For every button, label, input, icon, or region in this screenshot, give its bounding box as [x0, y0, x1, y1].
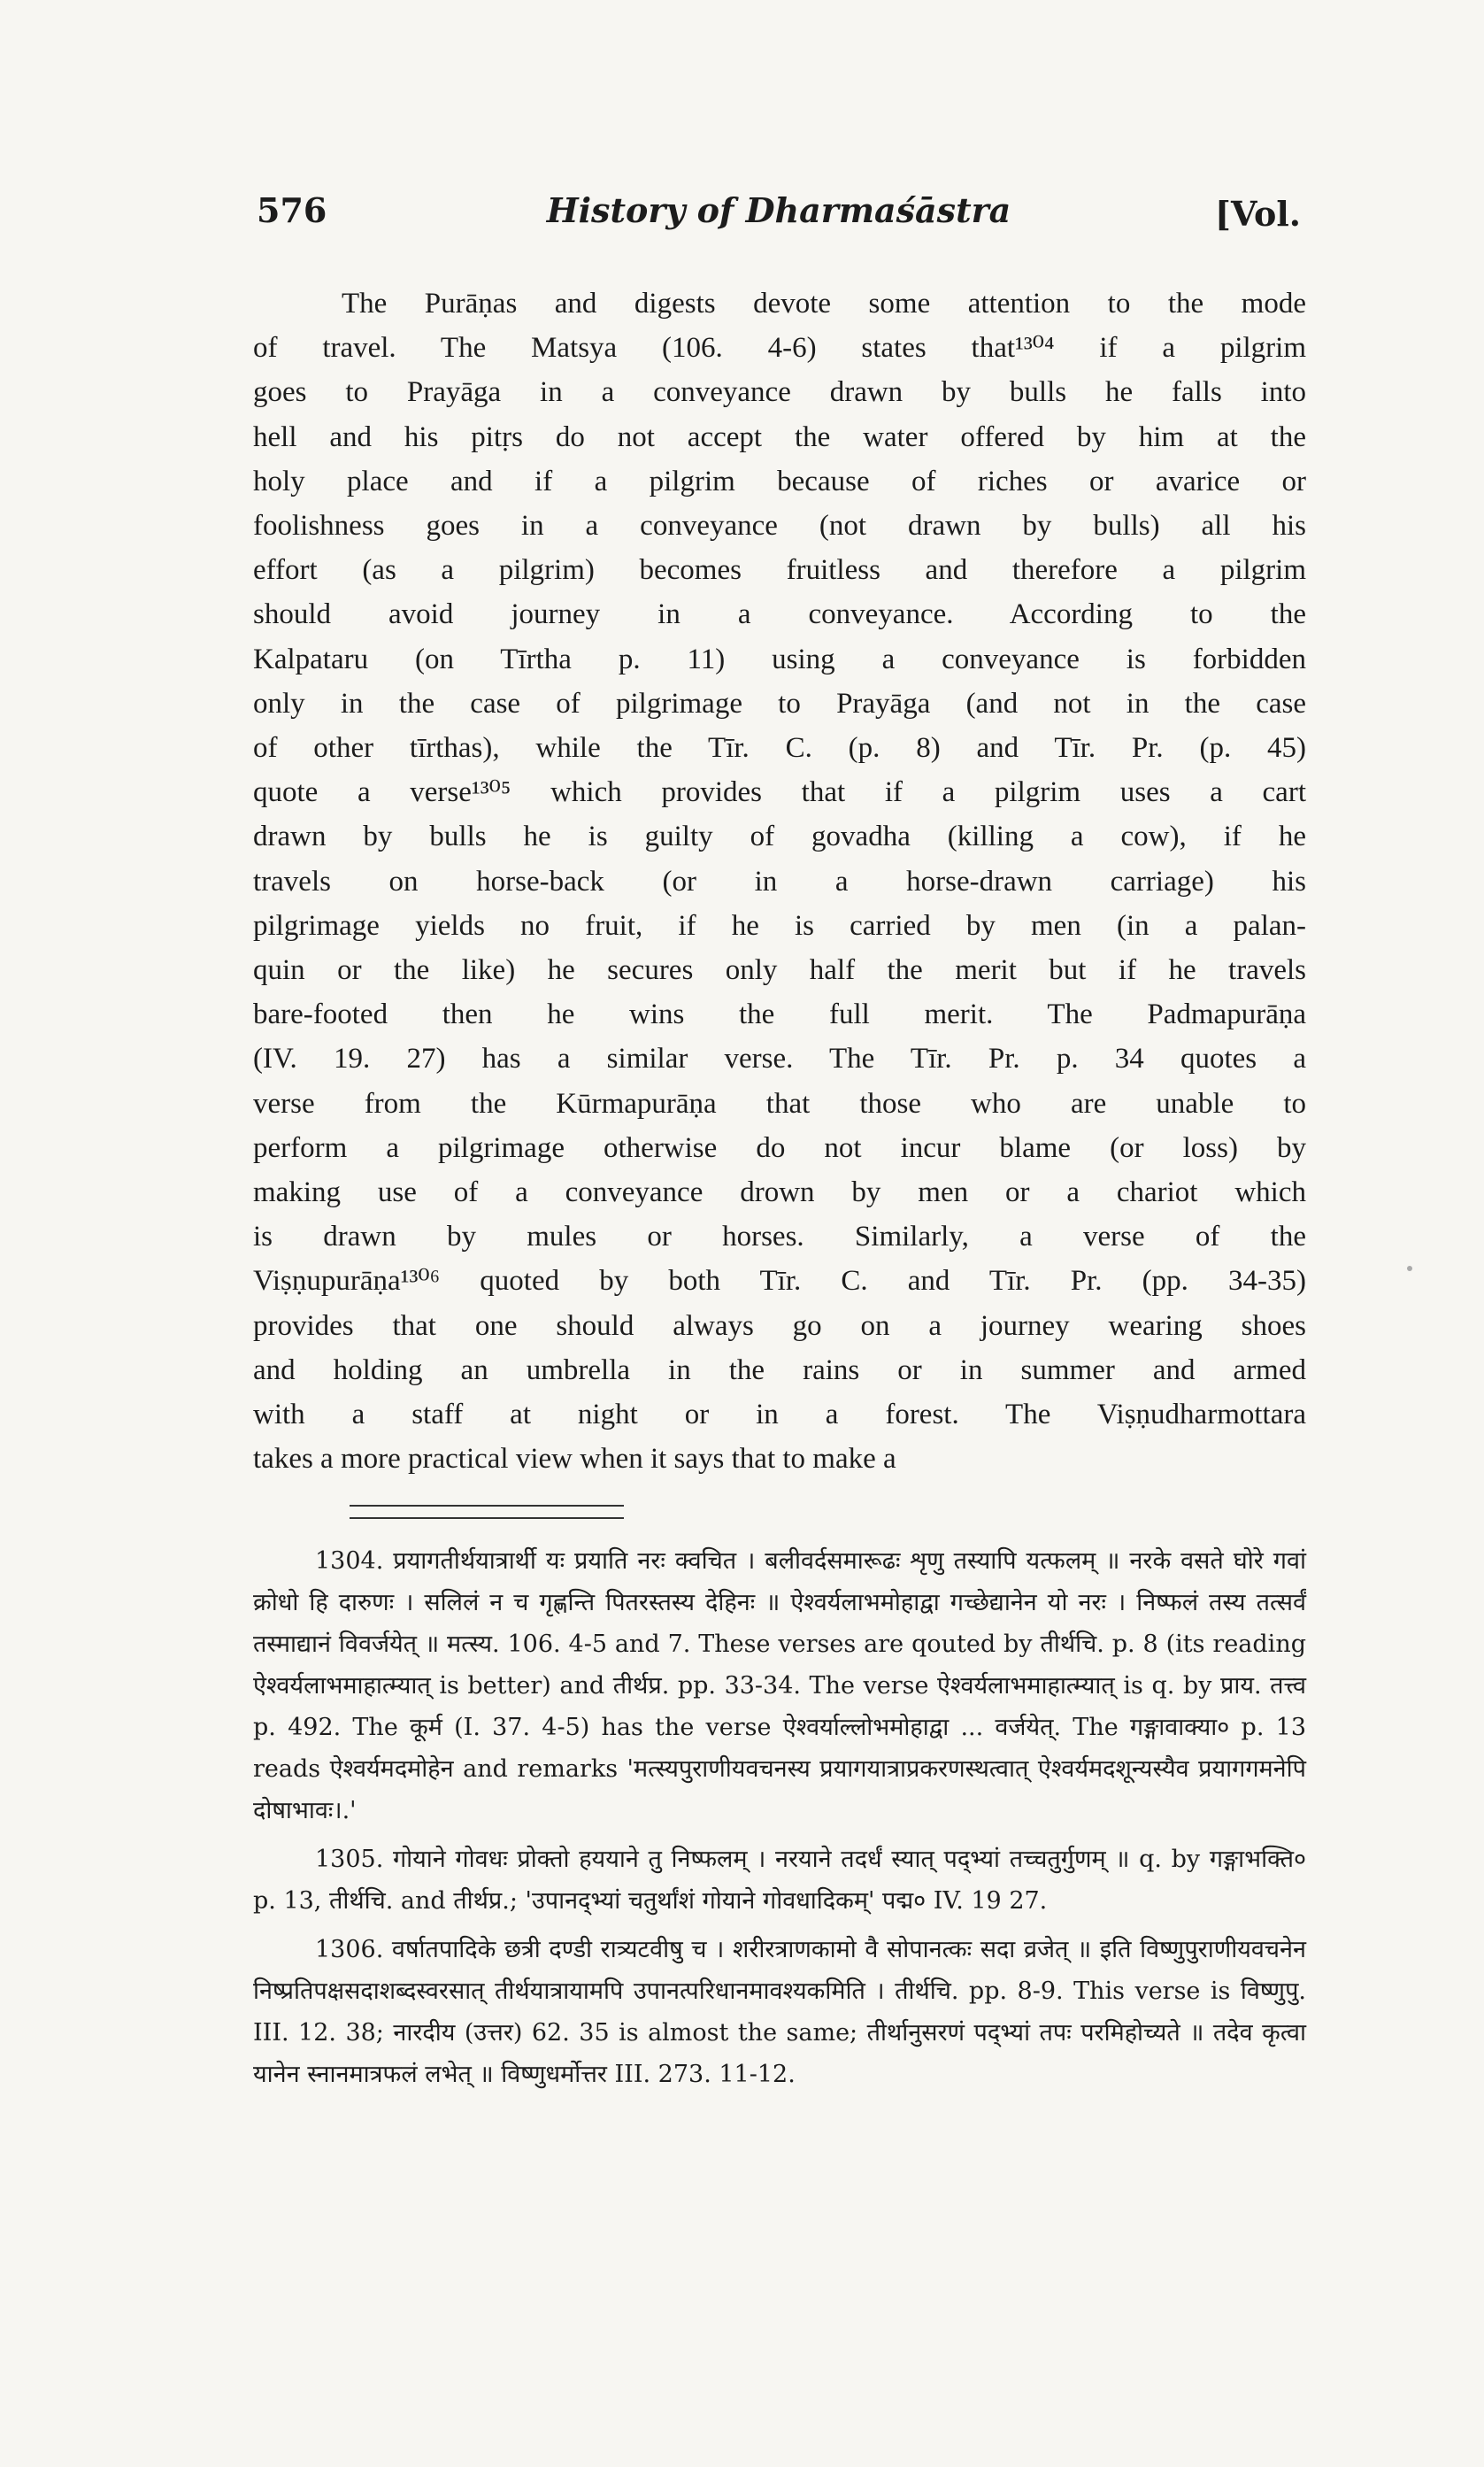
text-line: hell and his pitṛs do not accept the water offered by him at the	[253, 420, 1306, 453]
text-line: effort (as a pilgrim) becomes fruitless and therefore a pilgrim	[253, 554, 1306, 587]
footnote-1306: 1306. वर्षातपादिके छत्री दण्डी रात्र्यटवीषु च । शरीरत्राणकामो वै सोपानत्कः सदा व्रजेत् ॥ इति विष्णुपुराणीयवचनेन निष्प्रतिपक्षसदाशब्दस्वरसात् तीर्थयात्रायामपि उपानत्परिधानमावश्यकमिति । तीर्थचि. pp. 8-9. This verse is विष्णुपु. III. 12. 38; नारदीय (उत्तर) 62. 35 is almost the same; तीर्थानुसरणं पद्भ्यां तपः परमिहोच्यते ॥ तदेव कृत्वा यानेन स्नानमात्रफलं लभेत् ॥ विष्णुधर्मोत्तर III. 273. 11-12.	[253, 1936, 1306, 2088]
text-line: takes a more practical view when it says that to make a	[253, 1443, 896, 1476]
footnote-separator	[350, 1505, 624, 1519]
text-line: making use of a conveyance drown by men or a chariot which	[253, 1176, 1306, 1209]
text-line: should avoid journey in a conveyance. According to the	[253, 598, 1306, 631]
text-line: pilgrimage yields no fruit, if he is carried by men (in a palan-	[253, 909, 1306, 942]
text-line: provides that one should always go on a journey wearing shoes	[253, 1309, 1306, 1342]
text-line: perform a pilgrimage otherwise do not incur blame (or loss) by	[253, 1131, 1306, 1164]
page-number: 576	[257, 190, 327, 230]
margin-speck	[1407, 1266, 1412, 1271]
text-line: quin or the like) he secures only half the merit but if he travels	[253, 954, 1306, 987]
text-line: foolishness goes in a conveyance (not drawn by bulls) all his	[253, 510, 1306, 543]
text-line: is drawn by mules or horses. Similarly, a verse of the	[253, 1221, 1306, 1253]
footnote-1304: 1304. प्रयागतीर्थयात्रार्थी यः प्रयाति नरः क्वचित । बलीवर्दसमारूढः शृणु तस्यापि यत्फलम् ॥ नरके वसते घोरे गवां क्रोधो हि दारुणः । सलिलं न च गृह्णन्ति पितरस्तस्य देहिनः ॥ ऐश्वर्यलाभमोहाद्वा गच्छेद्यानेन यो नरः । निष्फलं तस्य तत्सर्वं तस्माद्यानं विवर्जयेत् ॥ मत्स्य. 106. 4-5 and 7. These verses are qouted by तीर्थचि. p. 8 (its reading ऐश्वर्यलाभमाहात्म्यात् is better) and तीर्थप्र. pp. 33-34. The verse ऐश्वर्यलाभमाहात्म्यात् is q. by प्राय. तत्त्व p. 492. The कूर्म (I. 37. 4-5) has the verse ऐश्वर्याल्लोभमोहाद्वा ... वर्जयेत्. The गङ्गावाक्या० p. 13 reads ऐश्वर्यमदमोहेन and remarks 'मत्स्यपुराणीयवचनस्य प्रयागयात्राप्रकरणस्थत्वात् ऐश्वर्यमदशून्यस्यैव प्रयागगमनेपि दोषाभावः।.'	[253, 1547, 1306, 1824]
text-line: with a staff at night or in a forest. The Viṣṇudharmottara	[253, 1399, 1306, 1431]
text-line: holy place and if a pilgrim because of riches or avarice or	[253, 465, 1306, 497]
text-line: only in the case of pilgrimage to Prayāga (and not in the case	[253, 687, 1306, 720]
text-line: of travel. The Matsya (106. 4-6) states that¹³⁰⁴ if a pilgrim	[253, 332, 1306, 365]
text-line: verse from the Kūrmapurāṇa that those who are unable to	[253, 1087, 1306, 1120]
footnotes	[253, 1540, 1306, 2102]
text-line: goes to Prayāga in a conveyance drawn by bulls he falls into	[253, 376, 1306, 409]
text-line: Kalpataru (on Tīrtha p. 11) using a conveyance is forbidden	[253, 643, 1306, 675]
text-line: Viṣṇupurāṇa¹³⁰⁶ quoted by both Tīr. C. and Tīr. Pr. (pp. 34-35)	[253, 1265, 1306, 1298]
page-header	[257, 190, 1301, 243]
text-line: of other tīrthas), while the Tīr. C. (p. 8) and Tīr. Pr. (p. 45)	[253, 732, 1306, 765]
text-line: quote a verse¹³⁰⁵ which provides that if a pilgrim uses a cart	[253, 776, 1306, 809]
footnote-1305: 1305. गोयाने गोवधः प्रोक्तो हययाने तु निष्फलम् । नरयाने तदर्धं स्यात् पद्भ्यां तच्चतुर्गुणम् ॥ q. by गङ्गाभक्ति० p. 13, तीर्थचि. and तीर्थप्र.; 'उपानद्भ्यां चतुर्थांशं गोयाने गोवधादिकम्' पद्म० IV. 19 27.	[253, 1846, 1306, 1915]
text-line: travels on horse-back (or in a horse-drawn carriage) his	[253, 865, 1306, 898]
text-line: bare-footed then he wins the full merit. The Padmapurāṇa	[253, 998, 1306, 1031]
running-title: History of Dharmaśāstra	[546, 190, 1011, 230]
text-line: (IV. 19. 27) has a similar verse. The Tīr. Pr. p. 34 quotes a	[253, 1043, 1306, 1075]
text-line: The Purāṇas and digests devote some attention to the mode	[342, 288, 1306, 320]
main-text	[253, 281, 1306, 1481]
volume-label: [Vol.	[1215, 194, 1301, 234]
text-line: and holding an umbrella in the rains or in summer and armed	[253, 1353, 1306, 1386]
text-line: drawn by bulls he is guilty of govadha (killing a cow), if he	[253, 821, 1306, 853]
